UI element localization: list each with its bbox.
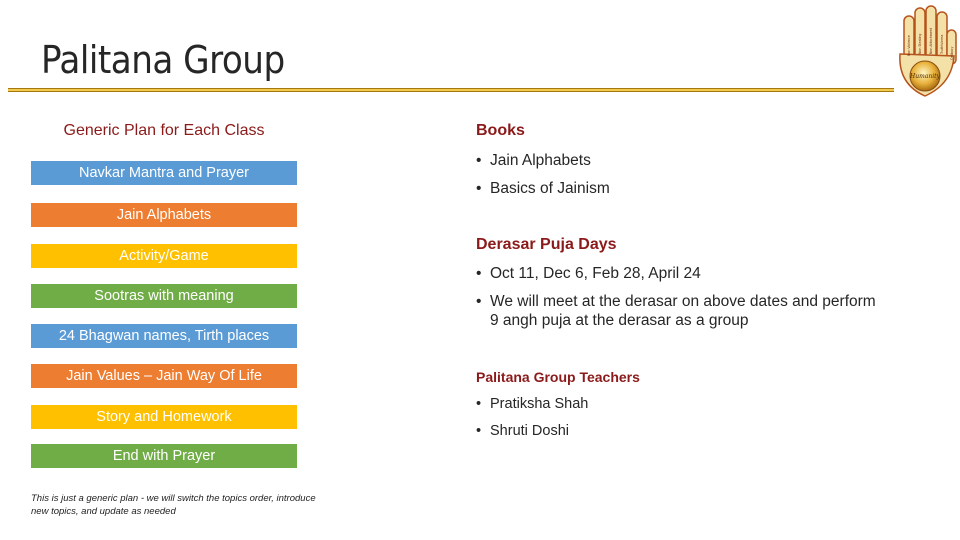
logo-finger-text: Non Violence — [907, 35, 911, 56]
logo-finger-text: Non Attachment — [929, 27, 933, 54]
plan-item: Jain Alphabets — [31, 203, 297, 227]
list-item-text: Oct 11, Dec 6, Feb 28, April 24 — [490, 265, 701, 282]
plan-item: Sootras with meaning — [31, 284, 297, 308]
list-item-text: Pratiksha Shah — [490, 396, 589, 412]
jain-ahimsa-hand-icon — [892, 4, 958, 102]
list-item: • Basics of Jainism — [476, 180, 610, 197]
logo-finger-text: Celibacy — [950, 46, 954, 60]
plan-item: Story and Homework — [31, 405, 297, 429]
plan-footnote: This is just a generic plan - we will switch the topics order, introduce new topics, and update as needed — [31, 493, 316, 517]
list-item: • Pratiksha Shah — [476, 396, 589, 412]
list-item: • Jain Alphabets — [476, 152, 591, 169]
plan-item: End with Prayer — [31, 444, 297, 468]
puja-list — [476, 264, 876, 330]
plan-item: Activity/Game — [31, 244, 297, 268]
teachers-list — [476, 395, 896, 440]
teachers-heading: Palitana Group Teachers — [476, 369, 640, 385]
puja-heading: Derasar Puja Days — [476, 236, 617, 253]
list-item: • Oct 11, Dec 6, Feb 28, April 24 — [476, 265, 701, 282]
list-item-text: Shruti Doshi — [490, 423, 569, 439]
books-heading: Books — [476, 122, 525, 139]
logo-text: Humanity — [910, 73, 940, 80]
logo-finger-text: Non Stealing — [918, 33, 922, 54]
page-title: Palitana Group — [41, 38, 285, 82]
plan-item: Jain Values – Jain Way Of Life — [31, 364, 297, 388]
list-item-text: Basics of Jainism — [490, 180, 610, 197]
list-item: • We will meet at the derasar on above dates and perform 9 angh puja at the derasar as a group — [476, 293, 876, 329]
plan-item: Navkar Mantra and Prayer — [31, 161, 297, 185]
list-item-text: Jain Alphabets — [490, 152, 591, 169]
logo-finger-text: Truthfulness — [940, 34, 944, 54]
list-item: • Shruti Doshi — [476, 423, 569, 439]
books-list — [476, 151, 896, 199]
plan-item: 24 Bhagwan names, Tirth places — [31, 324, 297, 348]
plan-heading: Generic Plan for Each Class — [63, 122, 265, 139]
title-underline — [8, 88, 894, 92]
list-item-text: We will meet at the derasar on above dates and perform 9 angh puja at the derasar as a group — [490, 293, 876, 329]
